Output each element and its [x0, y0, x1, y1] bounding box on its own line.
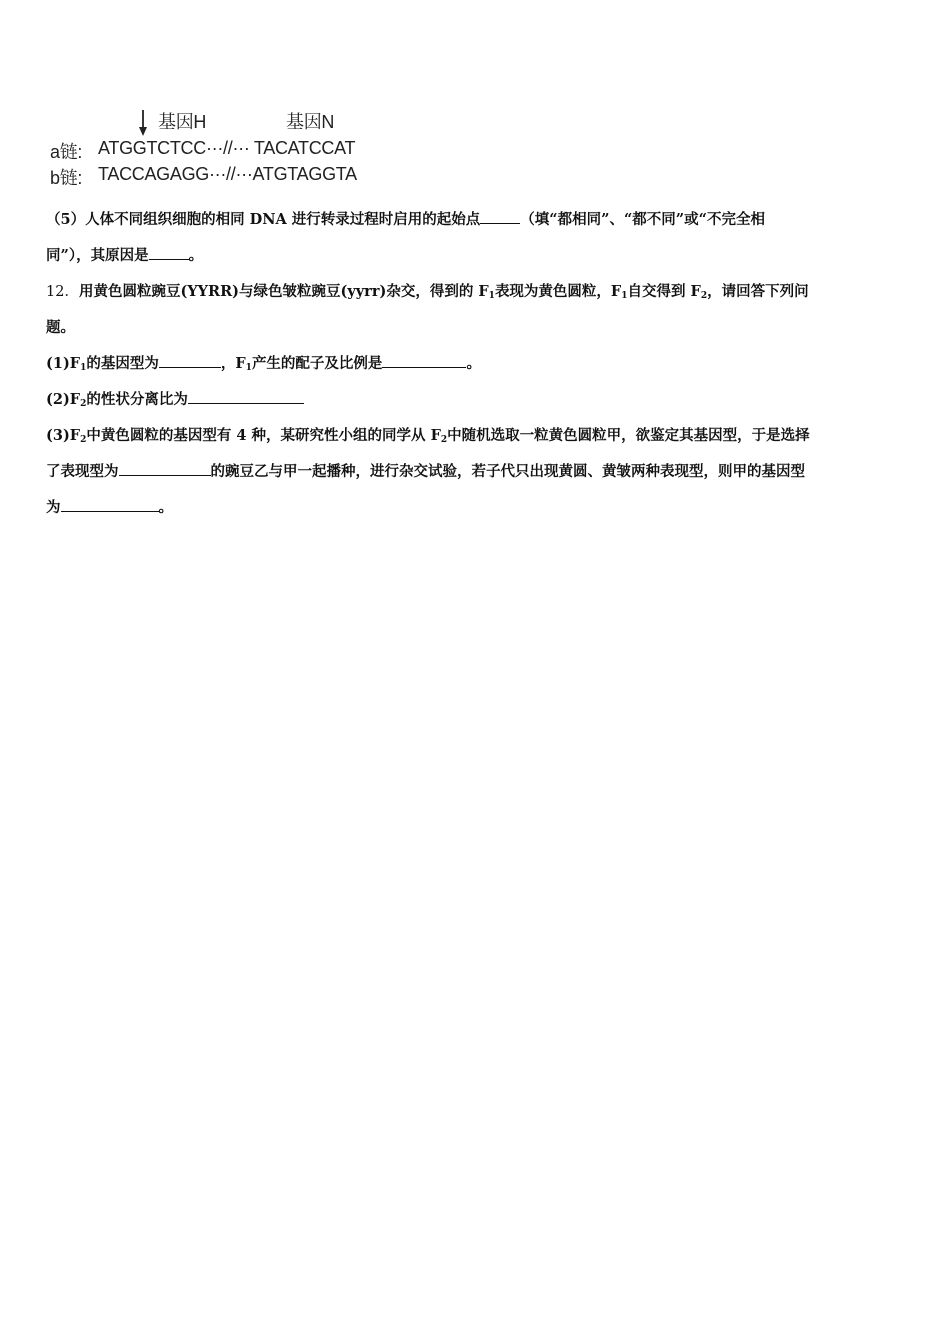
sub-question-3-line-1 — [46, 418, 908, 454]
answer-blank-f1-genotype[interactable] — [159, 355, 221, 368]
subscript: 1 — [488, 291, 495, 301]
sub-question-3-line-3 — [46, 490, 908, 526]
sub-question-text: 的基因型为 — [86, 355, 159, 372]
dna-strand-figure — [50, 104, 380, 188]
sub-question-text: 中黄色圆粒的基因型有 4 种，某研究性小组的同学从 F — [86, 427, 441, 444]
stem-text: 用黄色圆粒豌豆(YYRR)与绿色皱粒豌豆(yyrr)杂交，得到的 F — [78, 283, 489, 300]
answer-blank-phenotype[interactable] — [119, 463, 211, 476]
subscript: 2 — [440, 435, 448, 445]
question-5-text: （5）人体不同组织细胞的相同 DNA 进行转录过程时启用的起始点 — [46, 211, 481, 228]
sub-question-1 — [46, 346, 908, 382]
stem-text: 题。 — [46, 319, 75, 336]
answer-blank-reason[interactable] — [149, 247, 189, 260]
stem-text: 表现为黄色圆粒，F — [494, 283, 622, 300]
gene-h-label: 基因H — [158, 112, 207, 132]
sub-question-text: (2)F — [46, 391, 81, 408]
answer-blank-gamete-ratio[interactable] — [382, 355, 466, 368]
strand-a-label: a链: — [50, 142, 83, 162]
answer-blank-genotype-jia[interactable] — [61, 499, 159, 512]
subscript: 2 — [80, 435, 87, 445]
sub-question-text: 中随机选取一粒黄色圆粒甲，欲鉴定其基因型，于是选择 — [447, 427, 810, 444]
question-5-reason-text: 同”），其原因是 — [46, 247, 149, 264]
question-5-line-2 — [46, 238, 908, 274]
subscript: 1 — [621, 291, 628, 301]
sub-question-3-line-2 — [46, 454, 908, 490]
subscript: 1 — [80, 363, 87, 373]
punctuation: 。 — [188, 247, 204, 264]
sub-question-text: 的性状分离比为 — [86, 391, 188, 408]
subscript: 2 — [80, 399, 87, 409]
question-5-line-1 — [46, 202, 908, 238]
subscript: 1 — [245, 363, 252, 373]
sub-question-text: 的豌豆乙与甲一起播种，进行杂交试验，若子代只出现黄圆、黄皱两种表现型，则甲的基因型 — [210, 463, 805, 480]
down-arrow-icon — [138, 110, 148, 136]
punctuation: 。 — [466, 355, 481, 372]
answer-blank-segregation-ratio[interactable] — [188, 391, 304, 404]
sub-question-text: 了表现型为 — [46, 463, 119, 480]
question-12-stem-line-1 — [46, 274, 908, 310]
gene-n-label: 基因N — [286, 112, 335, 132]
sub-question-text: ，F — [220, 355, 246, 372]
question-5-hint: （填“都相同”、“都不同”或“不完全相 — [520, 211, 765, 228]
punctuation: 。 — [158, 499, 173, 516]
question-5 — [46, 202, 908, 274]
sub-question-text: 为 — [46, 499, 61, 516]
strand-a-sequence: ATGGTCTCC···//··· TACATCCAT — [98, 138, 356, 158]
sub-question-text: (3)F — [46, 427, 81, 444]
sub-question-text: 产生的配子及比例是 — [251, 355, 383, 372]
subscript: 2 — [700, 291, 708, 301]
answer-blank-start-point[interactable] — [480, 211, 520, 224]
sub-question-2 — [46, 382, 908, 418]
strand-b-sequence: TACCAGAGG···//···ATGTAGGTA — [98, 164, 357, 184]
strand-b-label: b链: — [50, 168, 83, 188]
question-number: 12． — [46, 284, 79, 300]
question-12-stem-line-2 — [46, 310, 908, 346]
stem-text: ，请回答下列问 — [707, 283, 809, 300]
sub-question-text: (1)F — [46, 355, 81, 372]
stem-text: 自交得到 F — [627, 283, 701, 300]
question-12 — [46, 274, 908, 526]
